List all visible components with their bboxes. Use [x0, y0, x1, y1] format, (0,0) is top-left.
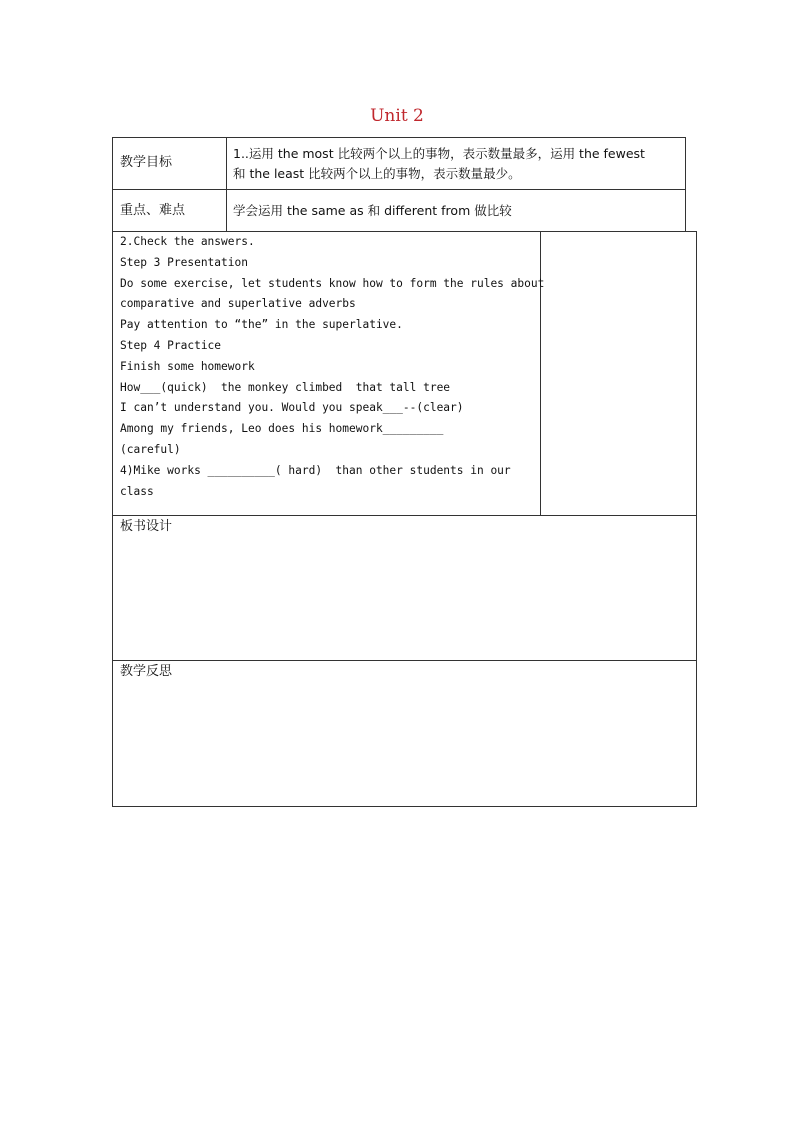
procedure-line: Step 3 Presentation: [120, 255, 248, 269]
board-design-label: 板书设计: [120, 519, 173, 534]
procedure-line: 2.Check the answers.: [120, 235, 255, 248]
header-table-row-divider: [112, 189, 686, 190]
procedure-line: (careful): [120, 442, 181, 456]
teaching-goal-line-2: 和 the least 比较两个以上的事物，表示数量最少。: [233, 166, 521, 181]
key-points-content: 学会运用 the same as 和 different from 做比较: [233, 203, 512, 218]
procedure-divider: [540, 231, 541, 516]
procedure-line: Among my friends, Leo does his homework_________: [120, 422, 444, 436]
page-title: Unit 2: [370, 106, 424, 126]
teaching-goal-line-1: 1..运用 the most 比较两个以上的事物，表示数量最多，运用 the fewest: [233, 146, 645, 161]
board-design-row-divider: [112, 515, 697, 516]
reflection-row-divider: [112, 660, 697, 661]
procedure-line: How___(quick) the monkey climbed that tall tree: [120, 380, 451, 394]
procedure-text: [120, 232, 545, 502]
reflection-label: 教学反思: [120, 664, 173, 679]
key-points-label: 重点、难点: [120, 203, 186, 218]
procedure-line: class: [120, 484, 154, 498]
procedure-line: Pay attention to “the” in the superlative.: [120, 318, 403, 332]
teaching-goal-content: [233, 144, 681, 184]
procedure-line: 4)Mike works __________( hard) than other students in our: [120, 463, 511, 477]
procedure-line: Finish some homework: [120, 359, 255, 373]
procedure-line: Do some exercise, let students know how to form the rules about: [120, 276, 545, 290]
procedure-line: I can’t understand you. Would you speak___--(clear): [120, 401, 464, 415]
procedure-line: comparative and superlative adverbs: [120, 297, 356, 311]
teaching-goal-label: 教学目标: [120, 155, 173, 170]
procedure-line: Step 4 Practice: [120, 338, 222, 352]
header-table-divider: [226, 137, 227, 232]
